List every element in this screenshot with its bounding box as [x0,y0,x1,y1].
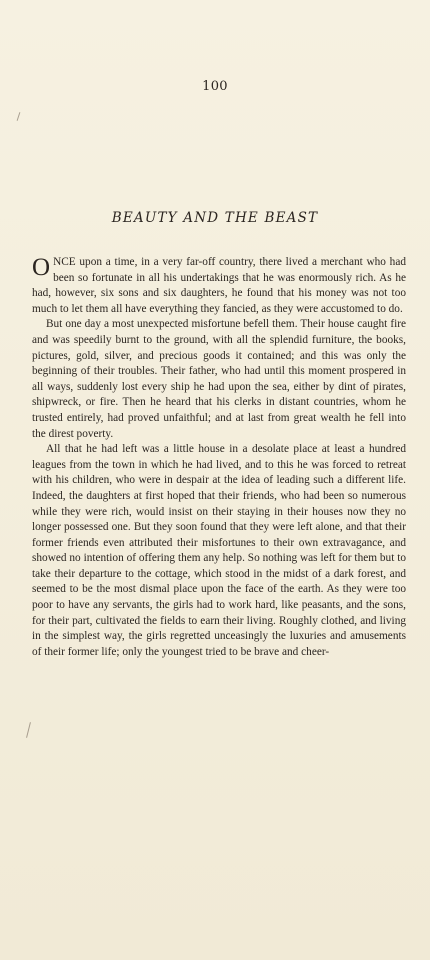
paragraph-1 [32,255,406,317]
page-number: 100 [202,79,228,94]
opening-word: NCE [53,256,76,268]
pencil-margin-mark [26,722,31,738]
story-text [32,255,406,660]
paragraph-2: But one day a most unexpected misfortune befell them. Their house caught fire and was speedily burnt to the ground, with all the splendid furniture, the books, pictures, gold, silver, and precious goods it contained; and this was only the beginning of their troubles. Their father, who had until this moment prospered in all ways, suddenly lost every ship he had upon the sea, either by dint of pirates, shipwreck, or fire. Then he heard that his clerks in distant countries, whom he trusted entirely, had proved unfaithful; and at last from great wealth he fell into the direst poverty. [32,318,406,440]
story-title: BEAUTY AND THE BEAST [111,210,319,226]
pencil-mark [17,112,21,121]
paragraph-3: All that he had left was a little house in a desolate place at least a hundred leagues from the town in which he had lived, and to this he was forced to retreat with his children, who were in despair at the idea of leading such a different life. Indeed, the daughters at first hoped that their friends, who had been so numerous while they were rich, would insist on their staying in their houses now they no longer possessed one. But they soon found that they were left alone, and that their former friends even attributed their misfortunes to their own extravagance, and showed no intention of offering them any help. So nothing was left for them but to take their departure to the cottage, which stood in the midst of a dark forest, and seemed to be the most dismal place upon the face of the earth. As they were too poor to have any servants, the girls had to work hard, like peasants, and the sons, for their part, cultivated the fields to earn their living. Roughly clothed, and living in the simplest way, the girls regretted unceasingly the luxuries and amusements of their former life; only the youngest tried to be brave and cheer- [32,443,406,658]
drop-cap: O [32,254,51,281]
paragraph-1-text: upon a time, in a very far-off country, there lived a merchant who had been so fortunate in all his undertakings that he was enormously rich. As he had, however, six sons and six daughters, he found that his money was not too much to let them all have everything they fancied, as they were accustomed to do. [32,256,406,315]
